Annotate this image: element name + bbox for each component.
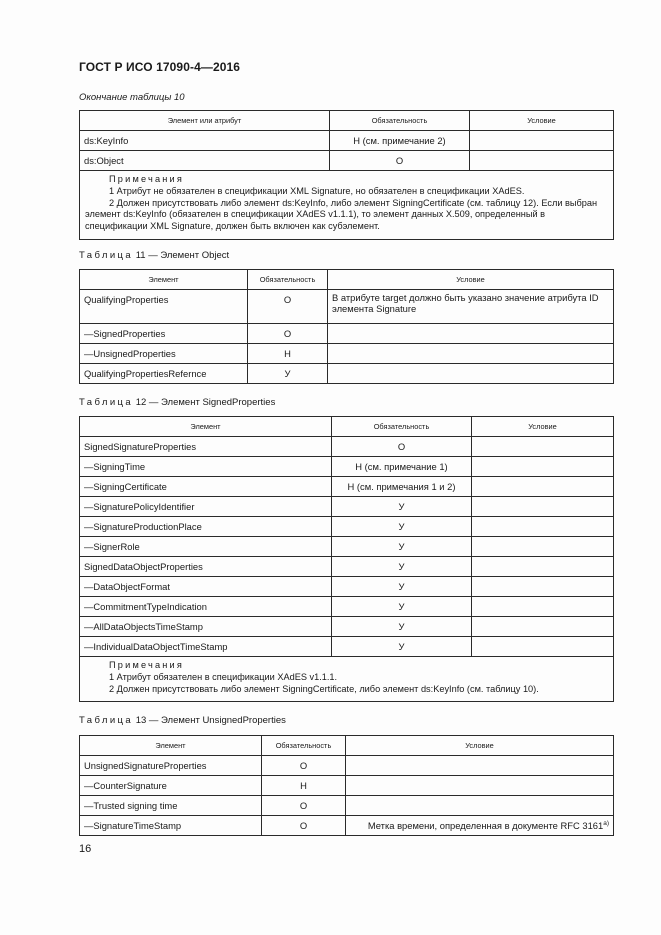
caption-rest: 12 — Элемент SignedProperties [133, 397, 276, 408]
page-number: 16 [79, 843, 92, 855]
element-cell: —CommitmentTypeIndication [80, 597, 332, 617]
element-cell: —SignedProperties [80, 324, 248, 344]
element-cell: ds:KeyInfo [80, 131, 330, 151]
caption-word: Таблица [79, 250, 134, 261]
caption-rest: 13 — Элемент UnsignedProperties [133, 715, 286, 726]
obligation-cell: О [262, 816, 346, 836]
table-header-row [80, 111, 614, 131]
table-row [80, 617, 614, 637]
obligation-cell: У [332, 517, 472, 537]
table-row [80, 131, 614, 151]
condition-cell [346, 796, 614, 816]
table11-caption [79, 250, 229, 261]
obligation-cell: У [248, 364, 328, 384]
element-cell: SignedSignatureProperties [80, 437, 332, 457]
table-row [80, 796, 614, 816]
column-header: Обязательность [332, 417, 472, 437]
column-header: Обязательность [330, 111, 470, 131]
obligation-cell: У [332, 617, 472, 637]
element-cell: —SignaturePolicyIdentifier [80, 497, 332, 517]
element-cell: —UnsignedProperties [80, 344, 248, 364]
table-row [80, 477, 614, 497]
table-row [80, 497, 614, 517]
obligation-cell: Н (см. примечание 1) [332, 457, 472, 477]
column-header: Элемент [80, 736, 262, 756]
notes-row [80, 657, 614, 702]
table12-caption [79, 397, 275, 408]
element-cell: —DataObjectFormat [80, 577, 332, 597]
element-cell: —SignatureProductionPlace [80, 517, 332, 537]
condition-cell [346, 756, 614, 776]
column-header: Элемент [80, 417, 332, 437]
table-header-row [80, 270, 614, 290]
table-row [80, 537, 614, 557]
note-item: 2 Должен присутствовать либо элемент ds:KeyInfo, либо элемент SigningCertificate (см. таблицу 12). Если выбран элемент ds:KeyInfo (обязателен в спецификации XAdES v1.1.1), то элемент данных X.509, определенный в спецификации XML Signature, должен быть включен как субэлемент. [85, 197, 598, 232]
footnote-mark: а) [603, 819, 609, 827]
column-header: Условие [470, 111, 614, 131]
element-cell: SignedDataObjectProperties [80, 557, 332, 577]
obligation-cell: О [330, 151, 470, 171]
notes-cell [80, 171, 614, 240]
condition-cell [470, 131, 614, 151]
obligation-cell: О [332, 437, 472, 457]
condition-cell [346, 776, 614, 796]
condition-cell [472, 537, 614, 557]
table-row [80, 290, 614, 324]
table-row [80, 816, 614, 836]
column-header: Условие [346, 736, 614, 756]
table13-caption [79, 715, 286, 726]
note-item: 1 Атрибут обязателен в спецификации XAdES v1.1.1. [109, 671, 338, 682]
table-header-row [80, 736, 614, 756]
obligation-cell: У [332, 637, 472, 657]
obligation-cell: Н [248, 344, 328, 364]
notes-cell [80, 657, 614, 702]
element-cell: —AllDataObjectsTimeStamp [80, 617, 332, 637]
condition-cell [472, 437, 614, 457]
notes-row [80, 171, 614, 240]
condition-cell [472, 517, 614, 537]
condition-cell [328, 344, 614, 364]
table13 [79, 735, 614, 836]
note-item: 1 Атрибут не обязателен в спецификации XML Signature, но обязателен в спецификации XAdES. [109, 185, 525, 196]
condition-cell [346, 816, 614, 836]
table-row [80, 344, 614, 364]
table-row [80, 437, 614, 457]
element-cell: —SignerRole [80, 537, 332, 557]
element-cell: —SignatureTimeStamp [80, 816, 262, 836]
obligation-cell: О [262, 796, 346, 816]
table-row [80, 517, 614, 537]
table-row [80, 577, 614, 597]
caption-word: Таблица [79, 715, 134, 726]
table-row [80, 597, 614, 617]
obligation-cell: У [332, 497, 472, 517]
table12 [79, 416, 614, 702]
obligation-cell: О [262, 756, 346, 776]
table10 [79, 110, 614, 240]
condition-cell [472, 617, 614, 637]
table-header-row [80, 417, 614, 437]
element-cell: —IndividualDataObjectTimeStamp [80, 637, 332, 657]
condition-cell [328, 364, 614, 384]
obligation-cell: Н (см. примечание 2) [330, 131, 470, 151]
obligation-cell: У [332, 597, 472, 617]
document-number: ГОСТ Р ИСО 17090-4—2016 [79, 60, 241, 74]
condition-cell [472, 497, 614, 517]
table-row [80, 457, 614, 477]
condition-cell [470, 151, 614, 171]
table10-caption: Окончание таблицы 10 [79, 92, 185, 103]
obligation-cell: У [332, 577, 472, 597]
table-row [80, 557, 614, 577]
condition-cell [472, 457, 614, 477]
obligation-cell: Н (см. примечания 1 и 2) [332, 477, 472, 497]
column-header: Элемент или атрибут [80, 111, 330, 131]
obligation-cell: О [248, 290, 328, 324]
table-row [80, 756, 614, 776]
notes-title: Примечания [109, 174, 185, 184]
element-cell: —CounterSignature [80, 776, 262, 796]
table-row [80, 364, 614, 384]
element-cell: QualifyingPropertiesRefernce [80, 364, 248, 384]
element-cell: —SigningCertificate [80, 477, 332, 497]
condition-cell [472, 577, 614, 597]
column-header: Обязательность [248, 270, 328, 290]
caption-rest: 11 — Элемент Object [133, 250, 230, 261]
element-cell: —Trusted signing time [80, 796, 262, 816]
element-cell: QualifyingProperties [80, 290, 248, 324]
column-header: Элемент [80, 270, 248, 290]
column-header: Условие [472, 417, 614, 437]
element-cell: UnsignedSignatureProperties [80, 756, 262, 776]
obligation-cell: Н [262, 776, 346, 796]
condition-cell [328, 324, 614, 344]
notes-title: Примечания [109, 660, 185, 670]
column-header: Условие [328, 270, 614, 290]
obligation-cell: У [332, 557, 472, 577]
table11 [79, 269, 614, 384]
table-row [80, 324, 614, 344]
condition-cell [472, 477, 614, 497]
note-item: 2 Должен присутствовать либо элемент SigningCertificate, либо элемент ds:KeyInfo (см. таблицу 10). [109, 683, 539, 694]
condition-cell: В атрибуте target должно быть указано значение атрибута ID элемента Signature [328, 290, 614, 324]
table-row [80, 151, 614, 171]
obligation-cell: О [248, 324, 328, 344]
condition-cell [472, 597, 614, 617]
obligation-cell: У [332, 537, 472, 557]
condition-text: Метка времени, определенная в документе RFC 3161 [367, 820, 604, 831]
element-cell: —SigningTime [80, 457, 332, 477]
condition-cell [472, 637, 614, 657]
condition-cell [472, 557, 614, 577]
caption-word: Таблица [79, 397, 134, 408]
table-row [80, 637, 614, 657]
element-cell: ds:Object [80, 151, 330, 171]
table-row [80, 776, 614, 796]
column-header: Обязательность [262, 736, 346, 756]
